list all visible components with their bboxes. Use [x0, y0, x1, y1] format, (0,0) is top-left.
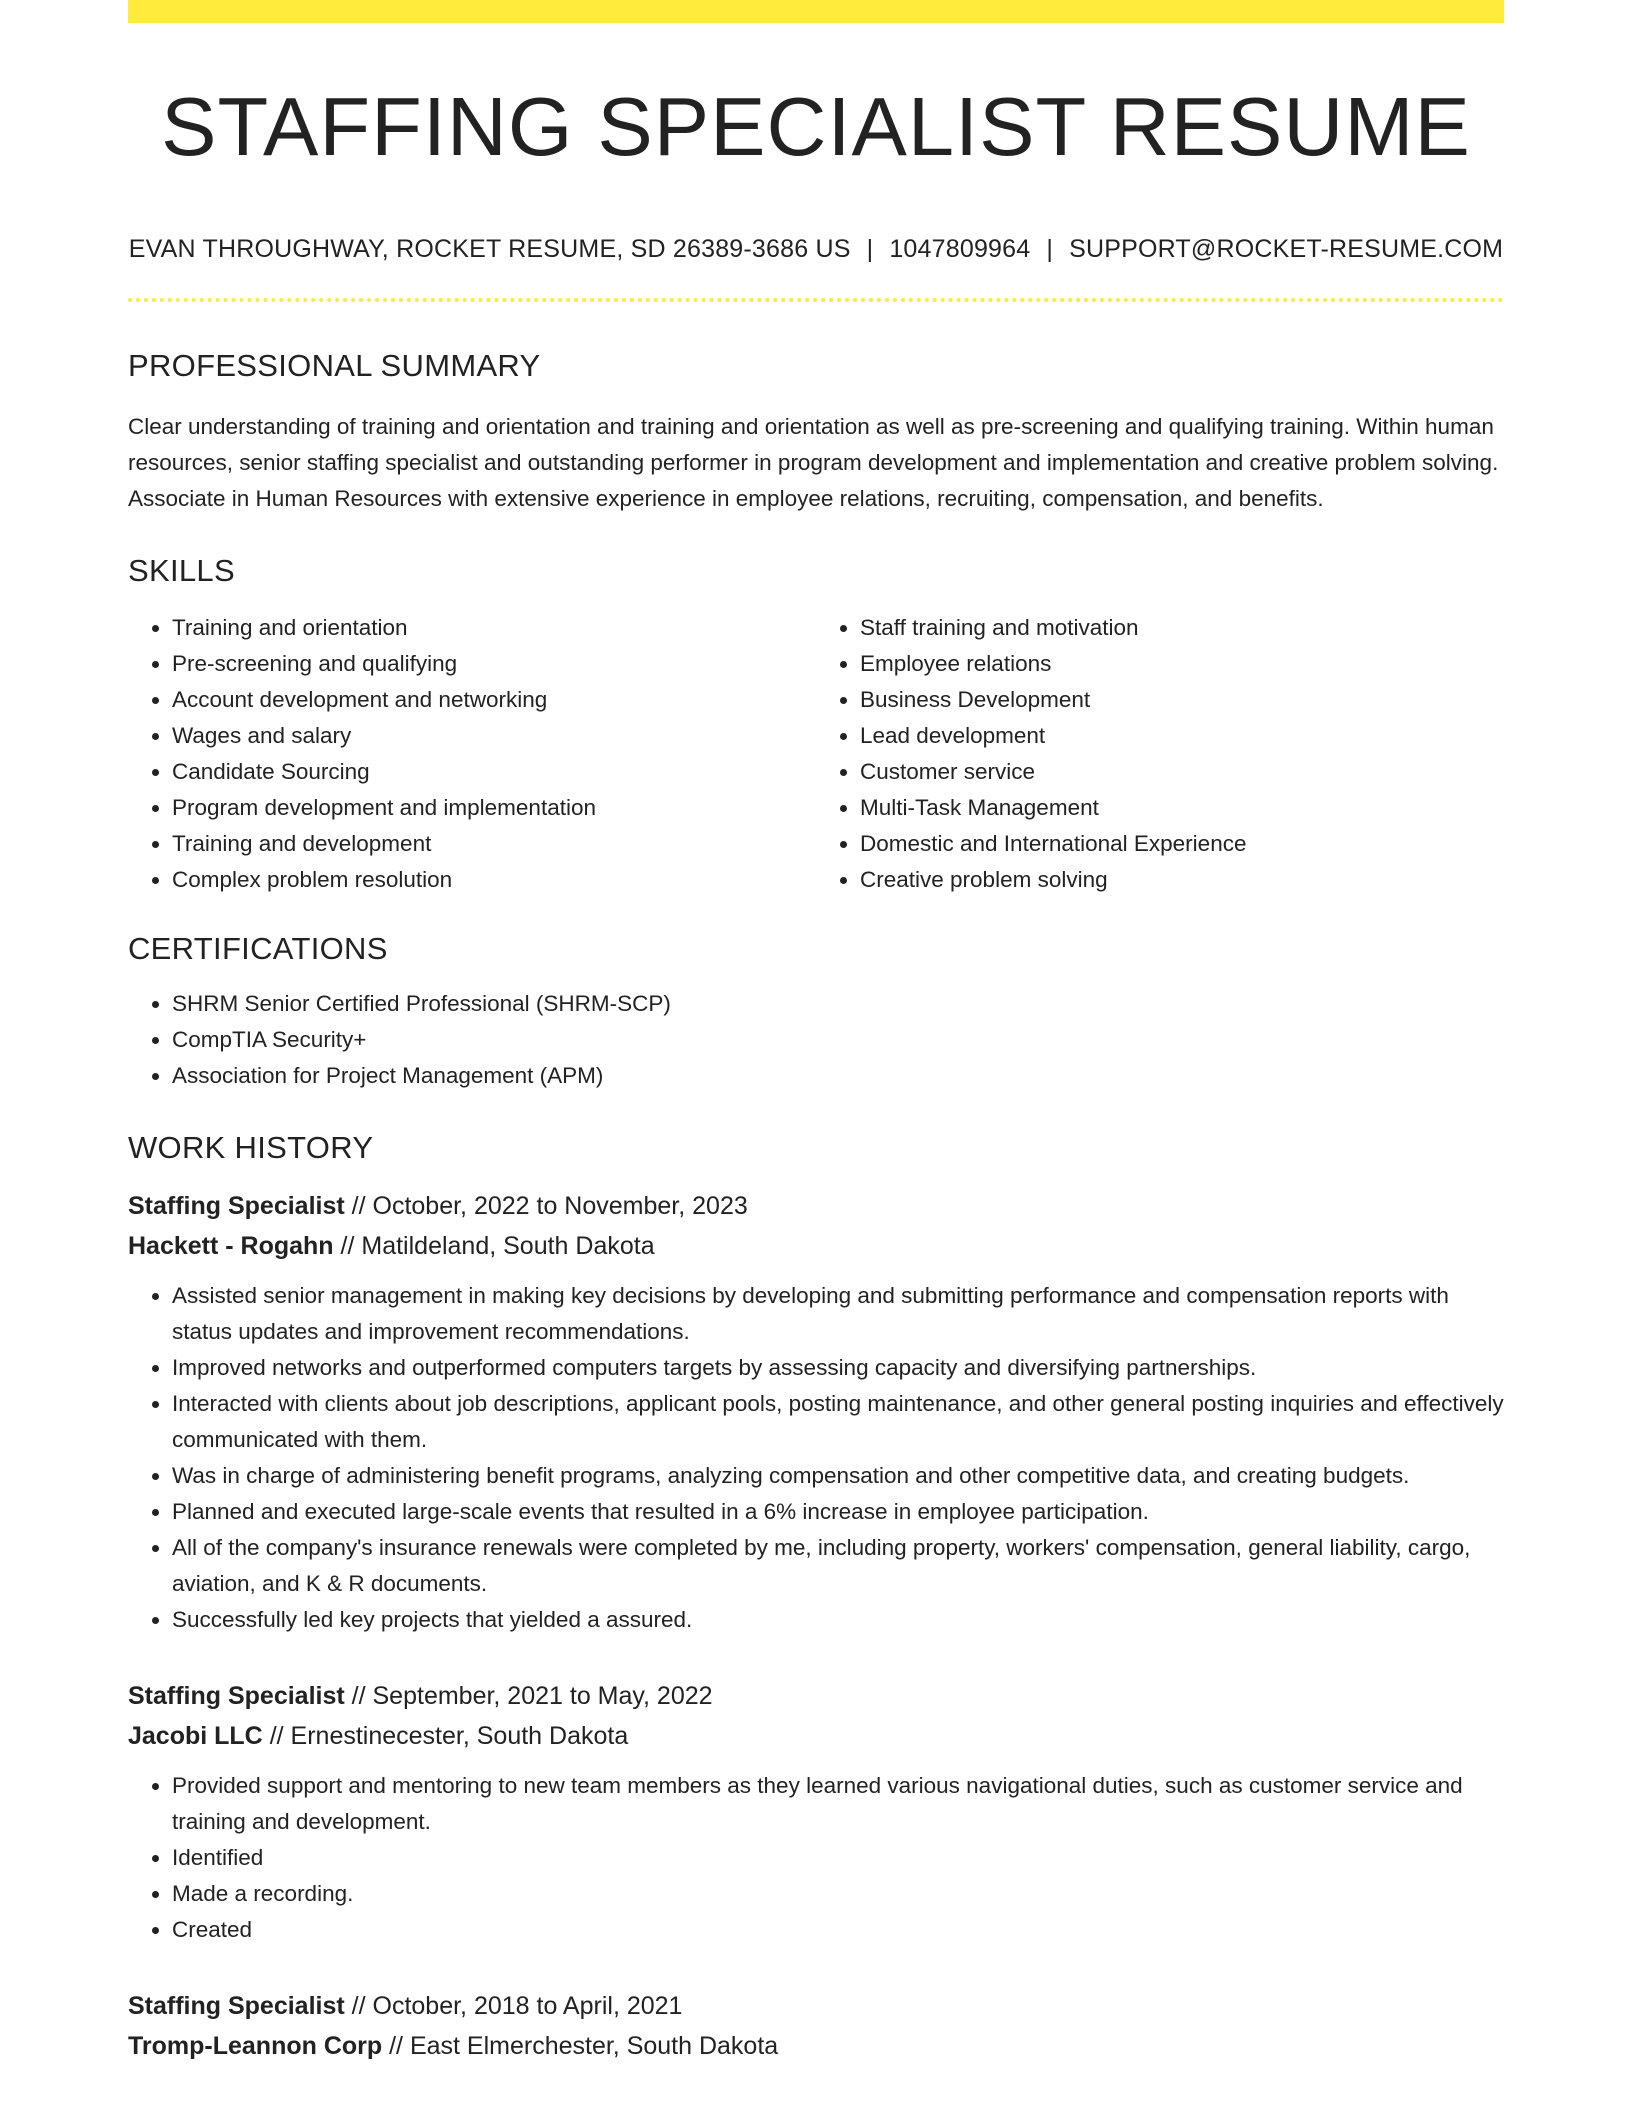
- job-role: Staffing Specialist: [128, 1992, 345, 2020]
- job-entry: [128, 1186, 1504, 1638]
- job-bullet: • Identified: [172, 1840, 1504, 1876]
- job-dates: // October, 2022 to November, 2023: [351, 1192, 748, 1220]
- job-bullet: • Interacted with clients about job descriptions, applicant pools, posting maintenance, and other general posting inquiries and effectively communicated with them.: [172, 1386, 1504, 1458]
- skills-list-right: [816, 610, 1504, 898]
- skills-heading: SKILLS: [128, 553, 235, 588]
- job-bullet: • Made a recording.: [172, 1876, 1504, 1912]
- skill-item: • Pre-screening and qualifying: [172, 646, 816, 682]
- job-bullet: • Planned and executed large-scale events that resulted in a 6% increase in employee participation.: [172, 1494, 1504, 1530]
- job-bullet: • Improved networks and outperformed computers targets by assessing capacity and diversifying partnerships.: [172, 1350, 1504, 1386]
- job-company: Tromp-Leannon Corp: [128, 2032, 383, 2060]
- skill-item: • Training and development: [172, 826, 816, 862]
- job-location: // Matildeland, South Dakota: [340, 1232, 655, 1260]
- job-bullet: • Successfully led key projects that yielded a assured.: [172, 1602, 1504, 1638]
- certifications-list: [128, 986, 1504, 1094]
- skills-columns: [128, 610, 1504, 898]
- job-role: Staffing Specialist: [128, 1192, 345, 1220]
- skill-item: • Training and orientation: [172, 610, 816, 646]
- job-role: Staffing Specialist: [128, 1682, 345, 1710]
- job-bullets: [128, 1768, 1504, 1948]
- skill-item: • Customer service: [860, 754, 1504, 790]
- skill-item: • Complex problem resolution: [172, 862, 816, 898]
- summary-heading: PROFESSIONAL SUMMARY: [128, 348, 541, 383]
- skills-list-left: [128, 610, 816, 898]
- contact-email: SUPPORT@ROCKET-RESUME.COM: [1069, 235, 1504, 263]
- dotted-divider: [128, 298, 1504, 302]
- skills-section: [128, 555, 1504, 898]
- job-bullets: [128, 1278, 1504, 1638]
- skill-item: • Lead development: [860, 718, 1504, 754]
- skill-item: • Creative problem solving: [860, 862, 1504, 898]
- summary-section: [128, 350, 1504, 517]
- contact-line: [128, 237, 1504, 262]
- job-dates: // September, 2021 to May, 2022: [351, 1682, 713, 1710]
- job-company-line: [128, 1716, 1504, 1756]
- resume-title: STAFFING SPECIALIST RESUME: [161, 80, 1471, 173]
- skill-item: • Employee relations: [860, 646, 1504, 682]
- job-bullet: • All of the company's insurance renewals were completed by me, including property, workers' compensation, general liability, cargo, aviation, and K & R documents.: [172, 1530, 1504, 1602]
- job-company-line: [128, 2026, 1504, 2066]
- skill-item: • Candidate Sourcing: [172, 754, 816, 790]
- top-accent-bar: [128, 0, 1504, 23]
- job-bullet: • Created: [172, 1912, 1504, 1948]
- job-company: Hackett - Rogahn: [128, 1232, 334, 1260]
- skill-item: • Business Development: [860, 682, 1504, 718]
- contact-address: EVAN THROUGHWAY, ROCKET RESUME, SD 26389-3686 US: [128, 235, 851, 263]
- contact-separator: |: [866, 235, 874, 263]
- summary-text: Clear understanding of training and orientation and training and orientation as well as pre-screening and qualifying training. Within human resources, senior staffing specialist and outstanding performer in program development and implementation and creative problem solving. Associate in Human Resources with extensive experience in employee relations, recruiting, compensation, and benefits.: [128, 414, 1499, 511]
- skill-item: • Account development and networking: [172, 682, 816, 718]
- job-location: // Ernestinecester, South Dakota: [269, 1722, 629, 1750]
- job-role-line: [128, 1186, 1504, 1226]
- job-location: // East Elmerchester, South Dakota: [389, 2032, 779, 2060]
- skill-item: • Domestic and International Experience: [860, 826, 1504, 862]
- job-dates: // October, 2018 to April, 2021: [351, 1992, 683, 2020]
- contact-separator: |: [1046, 235, 1054, 263]
- work-history-section: [128, 1132, 1504, 2066]
- certifications-section: [128, 933, 1504, 1094]
- skill-item: • Program development and implementation: [172, 790, 816, 826]
- certification-item: • SHRM Senior Certified Professional (SHRM-SCP): [172, 986, 1504, 1022]
- job-company-line: [128, 1226, 1504, 1266]
- job-company: Jacobi LLC: [128, 1722, 263, 1750]
- certification-item: • Association for Project Management (APM): [172, 1058, 1504, 1094]
- certifications-heading: CERTIFICATIONS: [128, 931, 388, 966]
- job-bullet: • Assisted senior management in making key decisions by developing and submitting performance and compensation reports with status updates and improvement recommendations.: [172, 1278, 1504, 1350]
- certification-item: • CompTIA Security+: [172, 1022, 1504, 1058]
- skill-item: • Wages and salary: [172, 718, 816, 754]
- skill-item: • Staff training and motivation: [860, 610, 1504, 646]
- job-entry: [128, 1676, 1504, 1948]
- job-role-line: [128, 1986, 1504, 2026]
- resume-page: [128, 0, 1504, 2066]
- job-role-line: [128, 1676, 1504, 1716]
- contact-phone: 1047809964: [889, 235, 1031, 263]
- job-bullet: • Provided support and mentoring to new team members as they learned various navigational duties, such as customer service and training and development.: [172, 1768, 1504, 1840]
- skill-item: • Multi-Task Management: [860, 790, 1504, 826]
- work-history-heading: WORK HISTORY: [128, 1130, 374, 1165]
- job-entry: [128, 1986, 1504, 2066]
- job-bullet: • Was in charge of administering benefit programs, analyzing compensation and other competitive data, and creating budgets.: [172, 1458, 1504, 1494]
